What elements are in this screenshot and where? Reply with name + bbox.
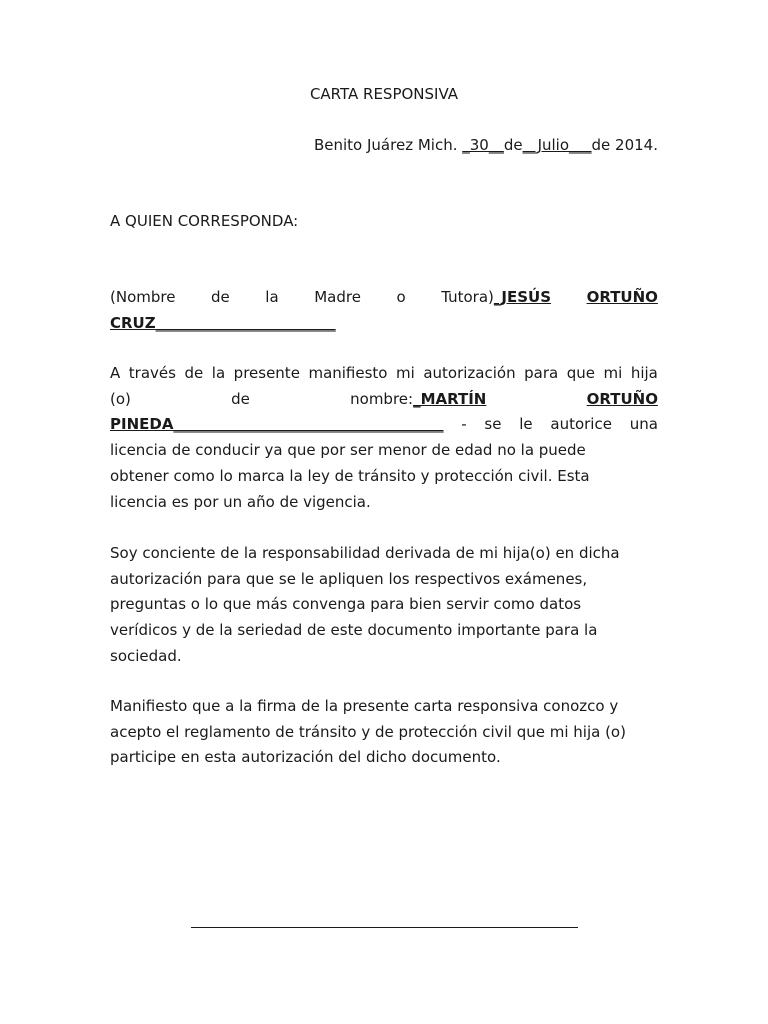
mother-name-third: CRUZ [110,313,156,332]
child-name-last: ORTUÑO [586,389,658,408]
auth-line-5: obtener como lo marca la ley de tránsito y protección civil. Esta [110,466,590,485]
child-name-second-last: PINEDA [110,415,174,434]
closing-line-1: Manifiesto que a la firma de la presente carta responsiva conozco y [110,697,619,715]
word-with-name: nombre:_MARTÍN [350,389,487,408]
mother-name-second: ORTUÑO [586,288,658,306]
word: de [184,364,204,382]
closing-paragraph [110,694,658,771]
auth-line-4: licencia de conducir ya que por ser menor de edad no la puede [110,441,586,460]
word: de [231,389,250,408]
auth-line-3 [110,412,658,438]
auth-line-1 [110,361,658,387]
word: (o) [110,389,131,408]
mother-name-first: _JESÚS [493,288,552,306]
resp-line-3: preguntas o lo que más convenga para bien servir como datos [110,595,582,614]
child-name-blank: ____________________________________ [173,415,444,434]
resp-line-5: sociedad. [110,646,182,665]
word-with-name: Tutora)_JESÚS [441,288,552,306]
word: para [524,364,559,382]
date-line [314,135,658,155]
word: mi [396,364,415,382]
word: de [211,288,230,306]
word: autorice [550,415,612,434]
word: manifiesto [308,364,388,382]
date-month: __Julio___ [522,136,592,154]
word: mi [603,364,623,382]
child-name-first: _MARTÍN [413,389,487,408]
word: le [519,415,533,434]
child-name-group [110,412,443,438]
word: hija [630,364,658,382]
word: A [110,364,121,382]
date-de: de [503,136,523,154]
mother-line-2 [110,311,658,337]
responsibility-paragraph [110,541,658,670]
word: través [128,364,176,382]
word: - [461,415,467,434]
authorization-paragraph [110,361,658,515]
auth-line-2 [110,387,658,413]
closing-line-3: participe en esta autorización del dicho documento. [110,748,501,767]
mother-name-paragraph [110,285,658,336]
salutation: A QUIEN CORRESPONDA: [110,212,299,230]
word: autorización [423,364,516,382]
resp-line-2: autorización para que se le apliquen los respectivos exámenes, [110,569,588,588]
word: Madre [314,288,361,306]
word: una [629,415,658,434]
date-year: de 2014. [591,136,658,154]
resp-line-4: verídicos y de la seriedad de este documento importante para la [110,621,598,640]
signature-line [191,927,578,928]
word: presente [233,364,300,382]
document-title: CARTA RESPONSIVA [309,85,459,103]
word: que [566,364,595,382]
word: la [211,364,226,382]
auth-line-6: licencia es por un año de vigencia. [110,492,371,511]
closing-line-2: acepto el reglamento de tránsito y de protección civil que mi hija (o) [110,722,626,741]
word: o [396,288,406,306]
mother-name-blank: ________________________ [155,313,336,332]
word: la [265,288,279,306]
word: (Nombre [110,288,176,306]
word: se [484,415,502,434]
date-place: Benito Juárez Mich. [313,136,463,154]
mother-line-1 [110,285,658,311]
date-day: _30__ [462,136,504,154]
resp-line-1: Soy conciente de la responsabilidad derivada de mi hija(o) en dicha [110,544,620,562]
